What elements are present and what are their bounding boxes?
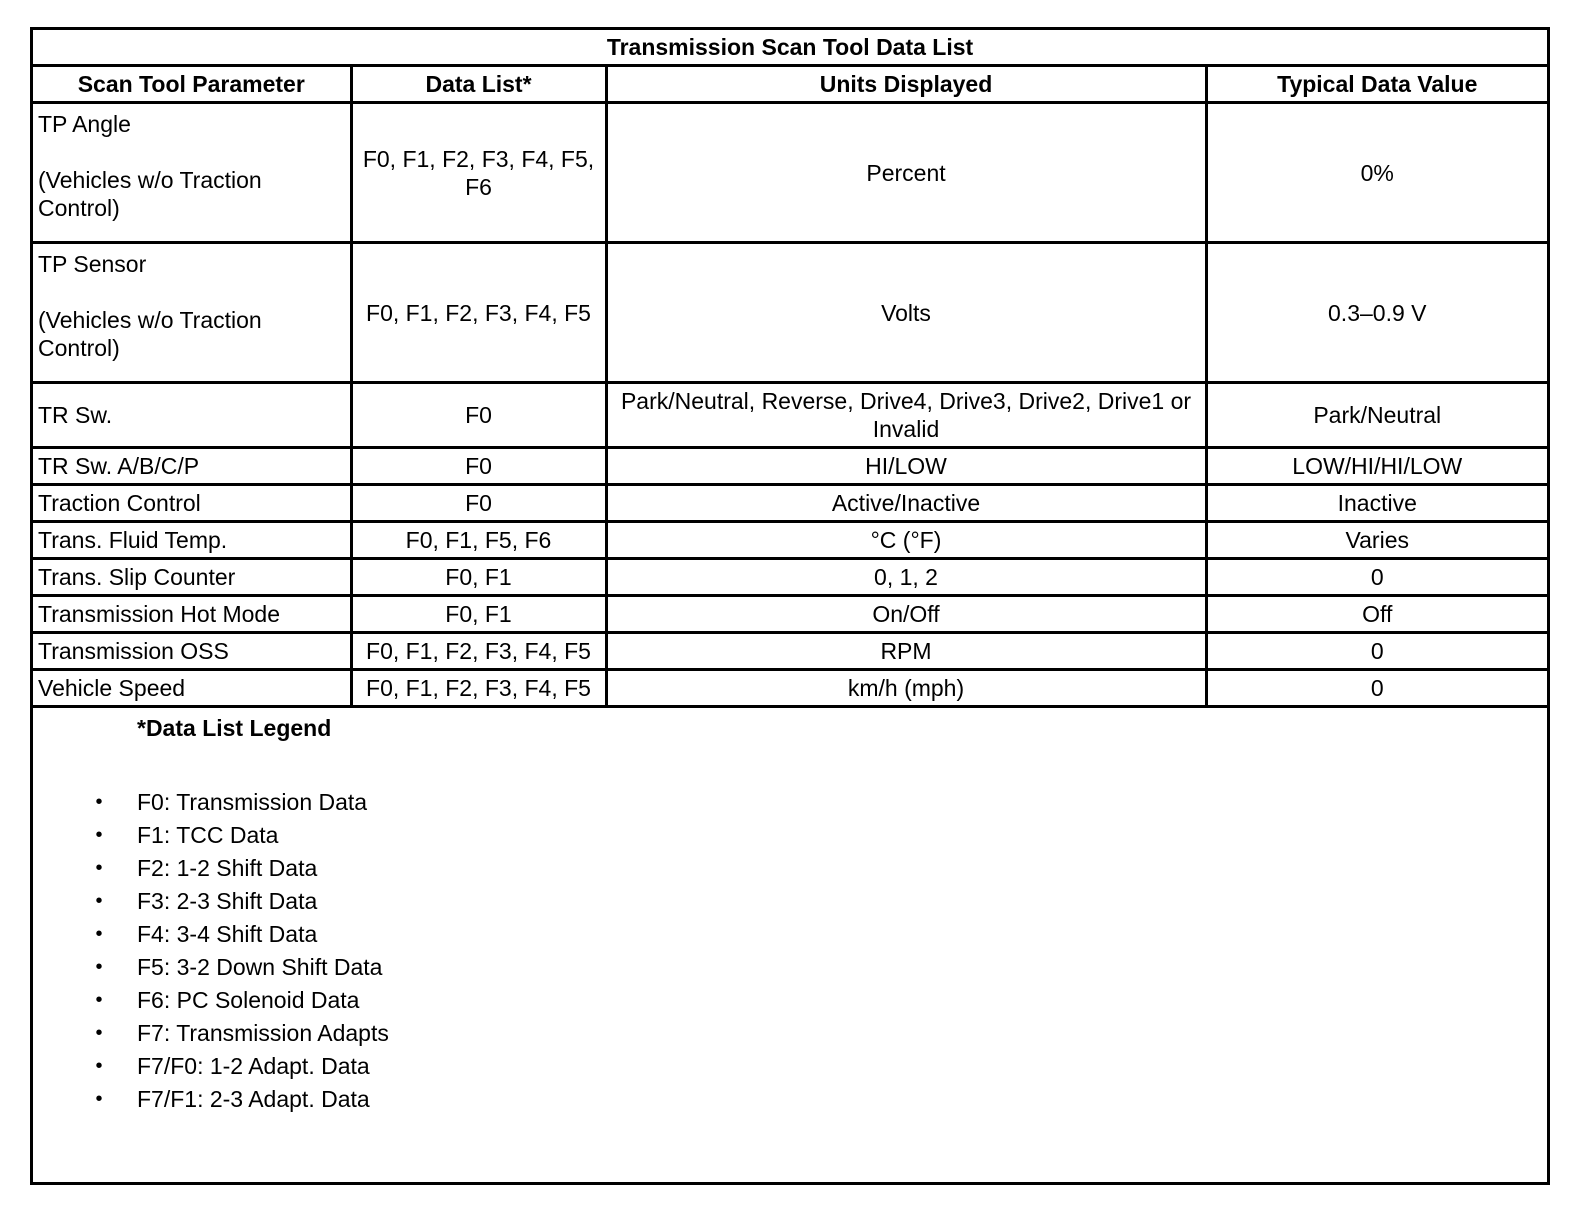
legend-item-label: F0: Transmission Data [137, 789, 368, 815]
data-list-cell: F0, F1 [351, 596, 606, 633]
units-cell: On/Off [606, 596, 1206, 633]
units-cell: °C (°F) [606, 522, 1206, 559]
parameter-cell: Traction Control [33, 485, 351, 522]
data-list-legend [33, 708, 1547, 1116]
typical-value-cell: 0.3–0.9 V [1206, 243, 1547, 383]
legend-item-label: F2: 1-2 Shift Data [137, 855, 318, 881]
typical-value-cell: 0 [1206, 633, 1547, 670]
bullet-icon: • [95, 1055, 103, 1077]
list-item [33, 984, 1547, 1017]
units-cell: 0, 1, 2 [606, 559, 1206, 596]
table-row [33, 522, 1547, 559]
parameter-name: TP Sensor [38, 251, 147, 277]
parameter-cell: Transmission OSS [33, 633, 351, 670]
parameter-note: (Vehicles w/o Traction Control) [38, 307, 262, 361]
data-list-cell: F0, F1, F2, F3, F4, F5 [351, 243, 606, 383]
data-list-cell: F0 [351, 383, 606, 448]
list-item [33, 1017, 1547, 1050]
scan-tool-data-table [33, 30, 1547, 708]
legend-item-label: F3: 2-3 Shift Data [137, 888, 318, 914]
bullet-icon: • [95, 791, 103, 813]
units-cell: km/h (mph) [606, 670, 1206, 707]
legend-item-label: F5: 3-2 Down Shift Data [137, 954, 383, 980]
bullet-icon: • [95, 890, 103, 912]
bullet-icon: • [95, 1088, 103, 1110]
header-typical-value: Typical Data Value [1206, 66, 1547, 103]
table-row [33, 485, 1547, 522]
typical-value-cell: LOW/HI/HI/LOW [1206, 448, 1547, 485]
header-parameter: Scan Tool Parameter [33, 66, 351, 103]
units-cell: Active/Inactive [606, 485, 1206, 522]
bullet-icon: • [95, 1022, 103, 1044]
table-title: Transmission Scan Tool Data List [33, 30, 1547, 66]
list-item [33, 852, 1547, 885]
table-row [33, 559, 1547, 596]
table-row [33, 383, 1547, 448]
header-data-list: Data List* [351, 66, 606, 103]
typical-value-cell: 0% [1206, 103, 1547, 243]
list-item [33, 918, 1547, 951]
table-row [33, 670, 1547, 707]
table-row [33, 243, 1547, 383]
parameter-name: TP Angle [38, 111, 131, 137]
typical-value-cell: Inactive [1206, 485, 1547, 522]
units-cell: RPM [606, 633, 1206, 670]
units-cell: Percent [606, 103, 1206, 243]
legend-title: *Data List Legend [137, 715, 332, 741]
parameter-cell [33, 103, 351, 243]
legend-list [33, 786, 1547, 1116]
units-cell: HI/LOW [606, 448, 1206, 485]
parameter-cell: Trans. Fluid Temp. [33, 522, 351, 559]
table-row [33, 633, 1547, 670]
parameter-cell: TR Sw. [33, 383, 351, 448]
typical-value-cell: 0 [1206, 670, 1547, 707]
data-list-cell: F0 [351, 485, 606, 522]
list-item [33, 1050, 1547, 1083]
header-units: Units Displayed [606, 66, 1206, 103]
table-header-row [33, 66, 1547, 103]
data-list-cell: F0, F1, F2, F3, F4, F5, F6 [351, 103, 606, 243]
parameter-cell [33, 243, 351, 383]
list-item [33, 885, 1547, 918]
typical-value-cell: Varies [1206, 522, 1547, 559]
legend-item-label: F7: Transmission Adapts [137, 1020, 389, 1046]
list-item [33, 1083, 1547, 1116]
data-list-cell: F0, F1 [351, 559, 606, 596]
bullet-icon: • [95, 824, 103, 846]
legend-item-label: F4: 3-4 Shift Data [137, 921, 318, 947]
table-row [33, 103, 1547, 243]
parameter-cell: Trans. Slip Counter [33, 559, 351, 596]
data-list-cell: F0, F1, F2, F3, F4, F5 [351, 633, 606, 670]
typical-value-cell: Off [1206, 596, 1547, 633]
units-cell: Park/Neutral, Reverse, Drive4, Drive3, Drive2, Drive1 or Invalid [606, 383, 1206, 448]
legend-item-label: F7/F1: 2-3 Adapt. Data [137, 1086, 370, 1112]
legend-item-label: F1: TCC Data [137, 822, 279, 848]
bullet-icon: • [95, 956, 103, 978]
bullet-icon: • [95, 923, 103, 945]
data-list-cell: F0, F1, F2, F3, F4, F5 [351, 670, 606, 707]
parameter-cell: Transmission Hot Mode [33, 596, 351, 633]
list-item [33, 819, 1547, 852]
bullet-icon: • [95, 989, 103, 1011]
parameter-note: (Vehicles w/o Traction Control) [38, 167, 262, 221]
legend-item-label: F6: PC Solenoid Data [137, 987, 360, 1013]
bullet-icon: • [95, 857, 103, 879]
list-item [33, 786, 1547, 819]
scan-tool-data-document [30, 27, 1550, 1185]
table-row [33, 596, 1547, 633]
table-title-row [33, 30, 1547, 66]
parameter-cell: TR Sw. A/B/C/P [33, 448, 351, 485]
table-row [33, 448, 1547, 485]
units-cell: Volts [606, 243, 1206, 383]
data-list-cell: F0 [351, 448, 606, 485]
legend-item-label: F7/F0: 1-2 Adapt. Data [137, 1053, 370, 1079]
data-list-cell: F0, F1, F5, F6 [351, 522, 606, 559]
list-item [33, 951, 1547, 984]
typical-value-cell: 0 [1206, 559, 1547, 596]
parameter-cell: Vehicle Speed [33, 670, 351, 707]
typical-value-cell: Park/Neutral [1206, 383, 1547, 448]
